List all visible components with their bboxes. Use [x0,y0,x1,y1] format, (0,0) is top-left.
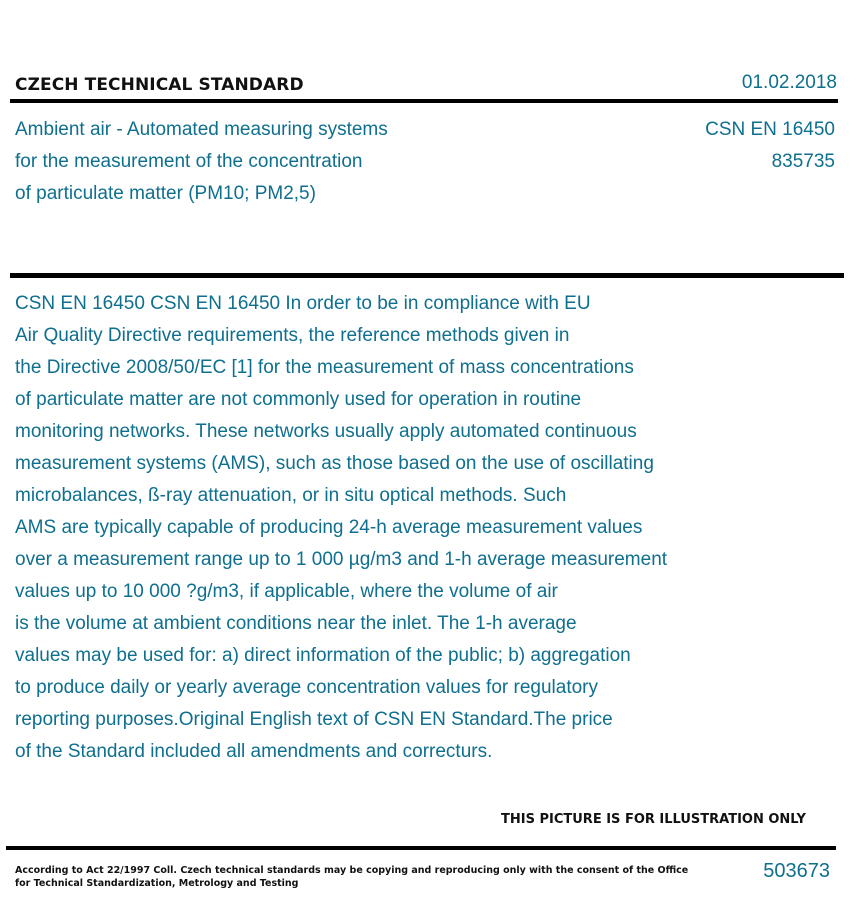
footer-divider [6,846,836,850]
standard-title [15,114,388,210]
header-divider [10,99,838,103]
legal-notice [15,864,688,890]
catalog-number: 835735 [771,151,835,172]
body-line: values up to 10 000 ?g/m3, if applicable, where the volume of air [15,581,558,602]
body-line: monitoring networks. These networks usually apply automated continuous [15,421,637,442]
document-id: 503673 [763,860,830,882]
body-line: the Directive 2008/50/EC [1] for the measurement of mass concentrations [15,357,634,378]
body-line: of particulate matter are not commonly used for operation in routine [15,389,582,410]
body-line: over a measurement range up to 1 000 µg/m3 and 1-h average measurement [15,549,668,570]
body-line: AMS are typically capable of producing 24-h average measurement values [15,517,643,538]
legal-line: for Technical Standardization, Metrology and Testing [15,878,299,889]
body-line: of the Standard included all amendments and correcturs. [15,741,493,762]
title-divider [10,273,844,278]
body-line: CSN EN 16450 CSN EN 16450 In order to be in compliance with EU [15,293,591,314]
document-type-label: CZECH TECHNICAL STANDARD [15,75,304,95]
body-line: Air Quality Directive requirements, the reference methods given in [15,325,570,346]
standard-identifiers [705,114,835,178]
body-line: values may be used for: a) direct information of the public; b) aggregation [15,645,631,666]
body-line: is the volume at ambient conditions near the inlet. The 1-h average [15,613,577,634]
body-line: measurement systems (AMS), such as those based on the use of oscillating [15,453,654,474]
standard-code: CSN EN 16450 [705,119,835,140]
body-line: reporting purposes.Original English text of CSN EN Standard.The price [15,709,613,730]
title-line: of particulate matter (PM10; PM2,5) [15,183,316,204]
title-line: for the measurement of the concentration [15,151,363,172]
body-line: to produce daily or yearly average concentration values for regulatory [15,677,598,698]
publication-date: 01.02.2018 [741,72,837,93]
standard-description [15,288,845,768]
title-line: Ambient air - Automated measuring systems [15,119,388,140]
legal-line: According to Act 22/1997 Coll. Czech technical standards may be copying and reproducing only with the consent of the Office [15,865,689,876]
illustration-disclaimer: THIS PICTURE IS FOR ILLUSTRATION ONLY [501,812,806,827]
body-line: microbalances, ß-ray attenuation, or in situ optical methods. Such [15,485,567,506]
